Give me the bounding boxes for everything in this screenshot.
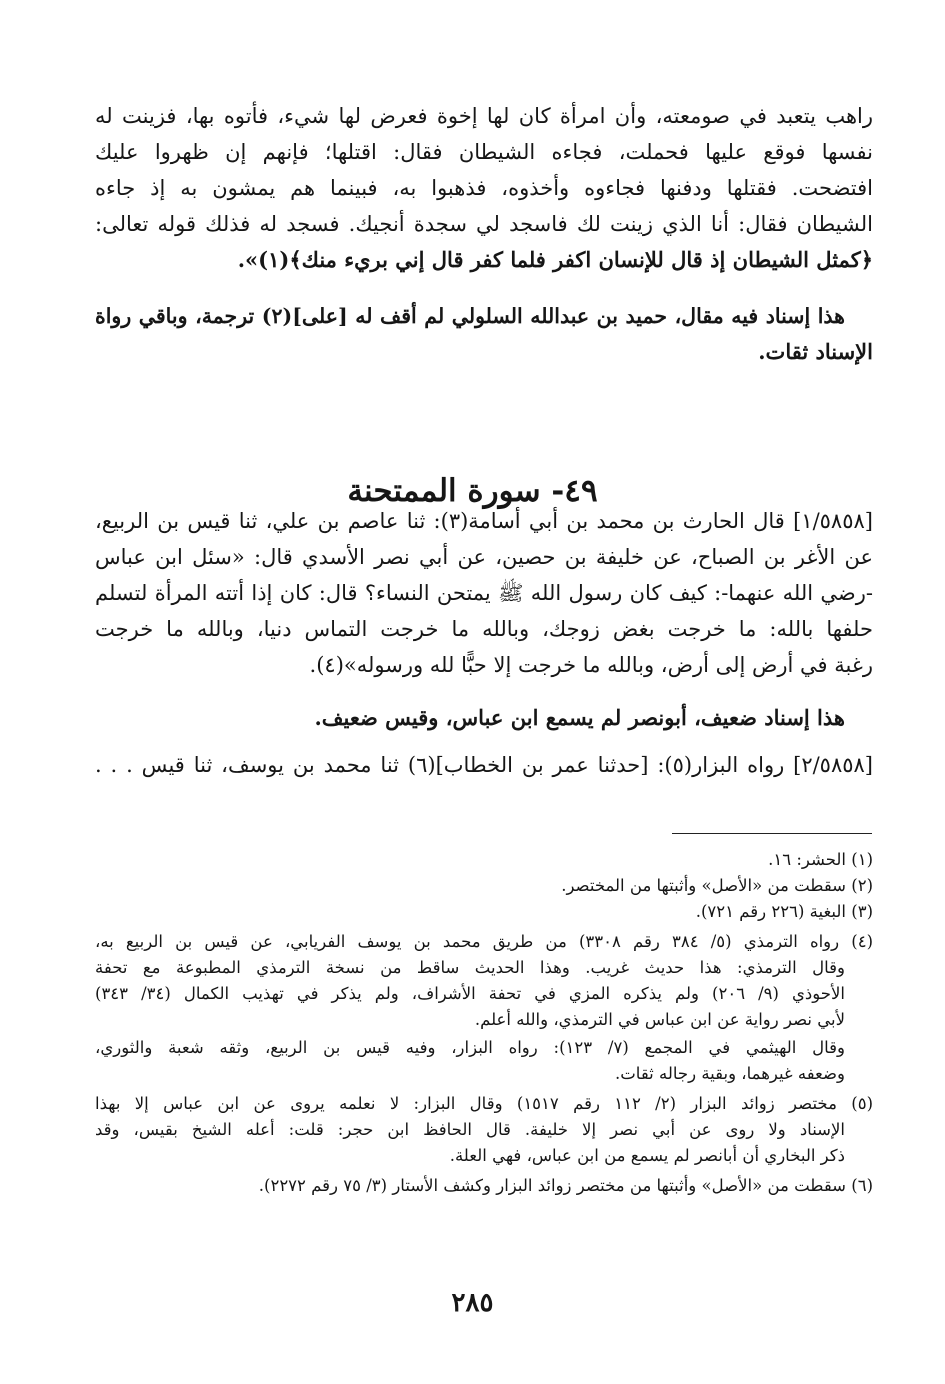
footnote-4-line: وقال الترمذي: هذا حديث غريب. وهذا الحديث ساقط من نسخة الترمذي المطبوعة مع تحفة (95, 958, 845, 977)
text-line: افتضحت. فقتلها ودفنها فجاءوه وأخذوه، فذهبوا به، فبينما هم يمشون به إذ جاءه (95, 176, 873, 200)
footnote-4-line: وقال الهيثمي في المجمع (٧/ ١٢٣): رواه البزار، وفيه قيس بن الربيع، وثقه شعبة والثوري، (95, 1038, 845, 1057)
footnote-4-line: وضعفه غيرهما، وبقية رجاله ثقات. (615, 1064, 845, 1083)
section-title: ٤٩- سورة الممتحنة (347, 472, 598, 509)
footnote-5-line: ذكر البخاري أن أبانصر لم يسمع من ابن عباس، فهي العلة. (449, 1146, 845, 1165)
isnad-grading-2: هذا إسناد ضعيف، أبونصر لم يسمع ابن عباس، وقيس ضعيف. (314, 705, 845, 730)
footnote-4-line: (٤) رواه الترمذي (٥/ ٣٨٤ رقم ٣٣٠٨) من طريق محمد بن يوسف الفريابي، عن قيس بن الربيع به، (95, 932, 873, 951)
hadith-5858-2: [٢/٥٨٥٨] رواه البزار(٥): [حدثنا عمر بن الخطاب](٦) ثنا محمد بن يوسف، ثنا قيس . . . (95, 753, 873, 777)
text-line: الإسناد ثقات. (758, 339, 873, 364)
text-line: -رضي الله عنهما-: كيف كان رسول الله ﷺ يمتحن النساء؟ قال: كان إذا أتته المرأة لتسلم (95, 581, 873, 605)
text-line: عن الأغر بن الصباح، عن خليفة بن حصين، عن أبي نصر الأسدي قال: «سئل ابن عباس (95, 545, 873, 569)
text-line: هذا إسناد فيه مقال، حميد بن عبدالله السلولي لم أقف له [على](٢) ترجمة، وباقي رواة (95, 304, 845, 328)
footnote-4-line: الأحوذي (٩/ ٢٠٦) ولم يذكره المزي في تحفة الأشراف، ولم يذكر في تهذيب الكمال (٣٤/ ٣٤٣) (95, 984, 846, 1003)
footnote-5-line: (٥) مختصر زوائد البزار (٢/ ١١٢ رقم ١٥١٧) وقال البزار: لا نعلمه يروى عن ابن عباس إلا بهذا (95, 1094, 873, 1113)
text-line: حلفها بالله: ما خرجت بغض زوجك، وبالله ما خرجت التماس دنيا، وبالله ما خرجت (95, 617, 873, 641)
footnote-3: (٣) البغية (٢٢٦ رقم ٧٢١). (695, 902, 873, 921)
footnote-separator (672, 833, 872, 834)
text-line: راهب يتعبد في صومعته، وأن امرأة كان لها إخوة فعرض لها شيء، فأتوه بها، فزينت له (95, 104, 873, 128)
quran-verse-line: ﴿كمثل الشيطان إذ قال للإنسان اكفر فلما كفر قال إني بريء منك﴾(١)». (237, 247, 873, 272)
footnote-1: (١) الحشر: ١٦. (768, 850, 873, 869)
page-number: ٢٨٥ (451, 1288, 494, 1318)
text-line: [١/٥٨٥٨] قال الحارث بن محمد بن أبي أسامة(٣): ثنا عاصم بن علي، ثنا قيس بن الربيع، (95, 509, 873, 533)
text-line: رغبة في أرض إلى أرض، وبالله ما خرجت إلا حبًّا لله ورسوله»(٤). (309, 653, 873, 677)
footnote-6: (٦) سقطت من «الأصل» وأثبتها من مختصر زوائد البزار وكشف الأستار (٣/ ٧٥ رقم ٢٢٧٢). (258, 1176, 873, 1195)
footnote-4-line: لأبي نصر رواية عن ابن عباس في الترمذي، والله أعلم. (474, 1010, 845, 1029)
text-line: نفسها فوقع عليها فحملت، فجاءه الشيطان فقال: اقتلها؛ فإنهم إن ظهروا عليك (95, 140, 873, 164)
footnote-2: (٢) سقطت من «الأصل» وأثبتها من المختصر. (561, 876, 873, 895)
footnote-5-line: الإسناد ولا روى عن أبي نصر إلا خليفة. قال الحافظ ابن حجر: قلت: أعله الشيخ بقيس، وقد (95, 1120, 845, 1139)
text-line: الشيطان فقال: أنا الذي زينت لك فاسجد لي سجدة أنجيك. فسجد له فذلك قوله تعالى: (95, 212, 873, 236)
